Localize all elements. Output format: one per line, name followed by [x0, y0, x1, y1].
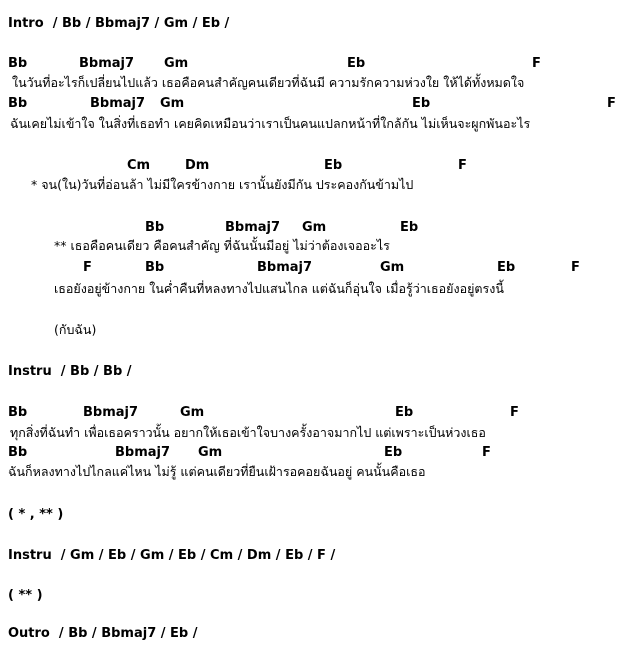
chord: F [510, 405, 519, 420]
lyric-line: ทุกสิ่งที่ฉันทำ เพื่อเธอคราวนั้น อยากให้เธอเข้าใจบางครั้งอาจมากไป แต่เพราะเป็นห่วงเธอ [10, 425, 486, 440]
chord: Bbmaj7 [83, 405, 139, 420]
chord: Eb [412, 96, 431, 111]
chord: Bb [145, 260, 165, 275]
chord: Gm [198, 445, 223, 460]
chord: Bb [8, 445, 28, 460]
chord: Eb [400, 220, 419, 235]
chord: Eb [384, 445, 403, 460]
instru-line: Instru / Bb / Bb / [8, 364, 132, 379]
instru-line: Instru / Gm / Eb / Gm / Eb / Cm / Dm / Eb / F / [8, 548, 336, 563]
chord: Eb [324, 158, 343, 173]
chord: F [83, 260, 92, 275]
lyric-line: ** เธอคือคนเดียว คือคนสำคัญ ที่ฉันนั้นมีอยู่ ไม่ว่าต้องเจออะไร [54, 238, 390, 253]
chord: F [482, 445, 491, 460]
repeat-marker: ( ** ) [8, 588, 43, 603]
chord: Bb [8, 56, 28, 71]
chord: Eb [497, 260, 516, 275]
lyric-line: * จน(ใน)วันที่อ่อนล้า ไม่มีใครข้างกาย เรานั้นยังมีกัน ประคองกันข้ามไป [31, 177, 414, 192]
chord: F [607, 96, 616, 111]
chord: Bb [145, 220, 165, 235]
chord: Gm [160, 96, 185, 111]
lyric-line: ฉันเคยไม่เข้าใจ ในสิ่งที่เธอทำ เคยคิดเหมือนว่าเราเป็นคนแปลกหน้าที่ใกล้กัน ไม่เห็นจะผูกพันอะไร [10, 116, 531, 131]
chord: Bb [8, 96, 28, 111]
lyric-line: เธอยังอยู่ข้างกาย ในค่ำคืนที่หลงทางไปแสนไกล แต่ฉันก็อุ่นใจ เมื่อรู้ว่าเธอยังอยู่ตรงนี้ [54, 281, 504, 296]
lyric-line: ในวันที่อะไรก็เปลี่ยนไปแล้ว เธอคือคนสำคัญคนเดียวที่ฉันมี ความรักความห่วงใย ให้ได้ทั้งหมดใจ [12, 75, 525, 90]
chord: Bbmaj7 [225, 220, 281, 235]
chord: F [458, 158, 467, 173]
chord: Bbmaj7 [257, 260, 313, 275]
chord: F [532, 56, 541, 71]
chorus-note: (กับฉัน) [54, 322, 97, 337]
chord: F [571, 260, 580, 275]
chord: Gm [164, 56, 189, 71]
chord: Eb [395, 405, 414, 420]
chord: Gm [180, 405, 205, 420]
chord: Gm [302, 220, 327, 235]
chord: Gm [380, 260, 405, 275]
intro-line: Intro / Bb / Bbmaj7 / Gm / Eb / [8, 16, 230, 31]
repeat-marker: ( * , ** ) [8, 507, 64, 522]
lyric-line: ฉันก็หลงทางไปไกลแค่ไหน ไม่รู้ แต่คนเดียวที่ยืนเฝ้ารอคอยฉันอยู่ คนนั้นคือเธอ [8, 464, 426, 479]
chord: Cm [127, 158, 151, 173]
chord: Bbmaj7 [79, 56, 135, 71]
chord: Bbmaj7 [90, 96, 146, 111]
chord: Bbmaj7 [115, 445, 171, 460]
chord: Eb [347, 56, 366, 71]
outro-line: Outro / Bb / Bbmaj7 / Eb / [8, 626, 198, 641]
chord: Dm [185, 158, 210, 173]
chord: Bb [8, 405, 28, 420]
